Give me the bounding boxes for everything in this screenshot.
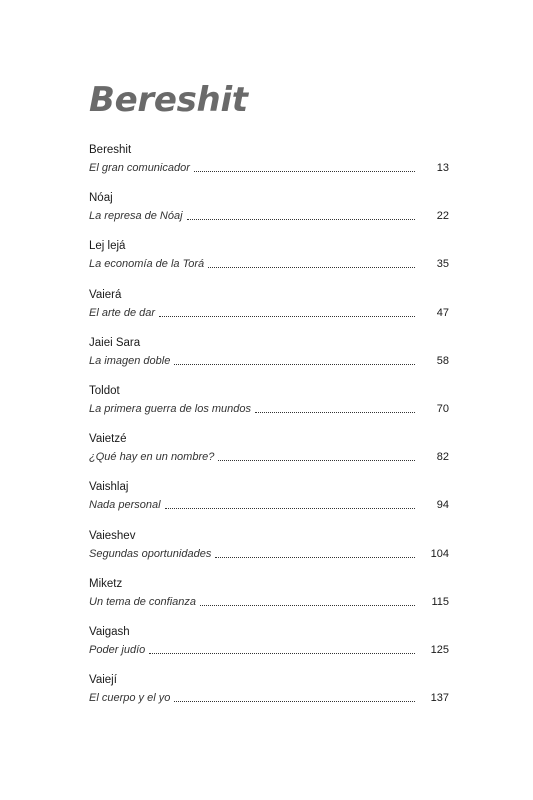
dot-leader [159, 316, 415, 317]
toc-line [89, 351, 449, 369]
chapter-subtitle: El cuerpo y el yo [89, 692, 171, 705]
section-title: Bereshit [89, 80, 248, 120]
toc-line [89, 158, 449, 176]
dot-leader [187, 219, 415, 220]
toc-line [89, 592, 449, 610]
parasha-name: Lej lejá [89, 240, 126, 253]
chapter-subtitle: La represa de Nóaj [89, 210, 183, 223]
parasha-name: Vaigash [89, 625, 130, 638]
parasha-name: Miketz [89, 577, 123, 590]
dot-leader [194, 171, 415, 172]
toc-entry[interactable] [89, 190, 449, 238]
parasha-name: Jaiei Sara [89, 336, 141, 349]
page-number: 137 [430, 692, 449, 705]
dot-leader [215, 557, 415, 558]
toc-entry[interactable] [89, 431, 449, 479]
parasha-name: Vaierá [89, 288, 122, 301]
toc-entry[interactable] [89, 238, 449, 286]
toc-entry[interactable] [89, 287, 449, 335]
toc-entry[interactable] [89, 142, 449, 190]
dot-leader [174, 364, 415, 365]
dot-leader [149, 653, 415, 654]
page-number: 115 [431, 595, 449, 608]
page-number: 58 [436, 354, 449, 367]
dot-leader [200, 605, 415, 606]
parasha-name: Bereshit [89, 144, 132, 156]
toc-line [89, 495, 449, 513]
parasha-name: Toldot [89, 384, 120, 397]
parasha-name: Nóaj [89, 192, 113, 205]
toc-line [89, 206, 449, 224]
toc-entry[interactable] [89, 479, 449, 527]
table-of-contents [89, 142, 449, 720]
dot-leader [208, 267, 415, 268]
chapter-subtitle: El gran comunicador [89, 162, 190, 174]
toc-line [89, 640, 449, 658]
toc-entry[interactable] [89, 576, 449, 624]
chapter-subtitle: Poder judío [89, 643, 146, 656]
toc-line [89, 447, 449, 465]
toc-line [89, 254, 449, 272]
page-number: 22 [436, 210, 449, 223]
dot-leader [165, 508, 415, 509]
page-number: 94 [436, 499, 449, 512]
toc-entry[interactable] [89, 672, 449, 720]
page-number: 13 [436, 162, 449, 174]
parasha-name: Vaieshev [89, 529, 136, 542]
chapter-subtitle: Un tema de confianza [89, 595, 197, 608]
parasha-name: Vaishlaj [89, 481, 129, 494]
chapter-subtitle: ¿Qué hay en un nombre? [89, 451, 215, 464]
page-number: 47 [436, 306, 449, 319]
toc-line [89, 688, 449, 706]
page-number: 35 [436, 258, 449, 271]
toc-entry[interactable] [89, 383, 449, 431]
toc-entry[interactable] [89, 528, 449, 576]
chapter-subtitle: Segundas oportunidades [89, 547, 212, 560]
page-number: 125 [430, 643, 449, 656]
toc-line [89, 544, 449, 562]
toc-entry[interactable] [89, 335, 449, 383]
dot-leader [174, 701, 415, 702]
parasha-name: Vaiejí [89, 674, 117, 687]
chapter-subtitle: Nada personal [89, 499, 161, 512]
chapter-subtitle: El arte de dar [89, 306, 156, 319]
chapter-subtitle: La imagen doble [89, 354, 171, 367]
toc-line [89, 399, 449, 417]
toc-entry[interactable] [89, 624, 449, 672]
page-number: 70 [436, 402, 449, 415]
page-number: 82 [436, 451, 449, 464]
toc-line [89, 303, 449, 321]
page-number: 104 [430, 547, 449, 560]
chapter-subtitle: La primera guerra de los mundos [89, 402, 252, 415]
dot-leader [255, 412, 415, 413]
parasha-name: Vaietzé [89, 433, 127, 446]
chapter-subtitle: La economía de la Torá [89, 258, 205, 271]
dot-leader [218, 460, 415, 461]
